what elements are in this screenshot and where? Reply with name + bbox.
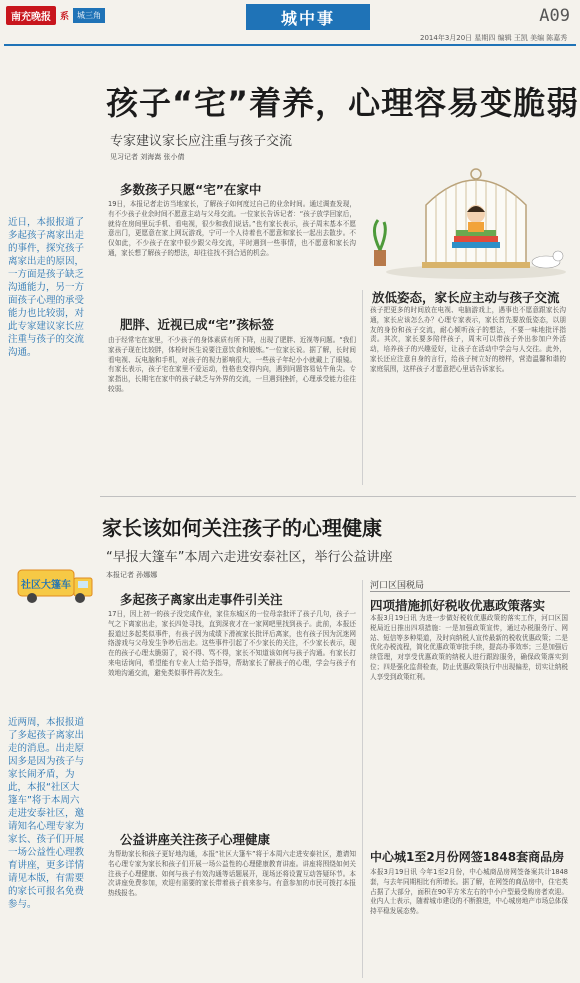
- edition-tag: 城三角: [73, 8, 105, 23]
- section-heading-6: 四项措施抓好税收优惠政策落实: [370, 598, 546, 613]
- section-title: 城中事: [246, 4, 370, 30]
- section-body-2: 由于经常宅在家里，不少孩子的身体素质有所下降，出现了肥胖、近视等问题。“我们家孩子现在比较胖，体检时医生说要注意饮食和锻炼。”一位家长说。据了解，长时间看电视、玩电脑和手机，对孩子的视力影响很大，一些孩子年纪小小就戴上了眼镜。有家长表示，孩子宅在家里不爱运动，性格也变得内向，遇到问题容易钻牛角尖。专家指出，长期宅在家中的孩子缺乏与外界的交流，一旦遇到挫折，心理承受能力往往较弱。: [108, 336, 356, 393]
- section-body-6: 本报3月19日讯 为进一步做好税收优惠政策的落实工作，河口区国税局近日推出四项措施：一是加强政策宣传，通过办税服务厅、网站、短信等多种渠道，及时向纳税人宣传最新的税收优惠政策；二是优化办税流程，简化优惠政策审批手续，提高办事效率；三是加强后续管理，对享受优惠政策的纳税人进行跟踪服务，确保政策落实到位；四是强化监督检查，防止优惠政策执行中出现偏差，切实让纳税人享受到政策红利。: [370, 614, 568, 681]
- column-tag-rule: [370, 591, 570, 592]
- section-heading-5: 公益讲座关注孩子心理健康: [120, 832, 271, 847]
- second-headline: 家长该如何关注孩子的心理健康: [102, 516, 382, 540]
- main-byline: 见习记者 刘海嵩 张小倩: [110, 153, 185, 161]
- masthead-logo: [6, 6, 105, 24]
- birdcage-illustration: [356, 150, 571, 280]
- section-heading-4: 多起孩子离家出走事件引关注: [120, 592, 283, 607]
- section-heading-1: 多数孩子只愿“宅”在家中: [120, 182, 262, 197]
- column-divider: [362, 290, 363, 485]
- main-subheadline: 专家建议家长应注重与孩子交流: [110, 134, 293, 149]
- section-body-5: 为帮助家长和孩子更好地沟通，本报“社区大篷车”将于本周六走进安泰社区，邀请知名心理专家为家长和孩子们开展一场公益性的心理健康教育讲座。讲座将围绕如何关注孩子心理健康、如何与孩子有效沟通等话题展开，现场还将设置互动答疑环节。本次讲座免费参加，欢迎有需要的家长带着孩子前来参与。有意参加的市民可拨打本报热线报名。: [108, 850, 356, 898]
- newspaper-logo: 南充晚报: [6, 6, 56, 25]
- main-headline: 孩子“宅”着养，心理容易变脆弱: [106, 84, 580, 122]
- column-divider-2: [362, 580, 363, 978]
- page-number: A09: [539, 6, 570, 26]
- editor-note-1: 近日，本报报道了多起孩子离家出走的事件，探究孩子离家出走的原因，一方面是孩子缺乏沟通能力，另一方面孩子心理的承受能力也比较弱，对此专家建议家长应注重与孩子的交流沟通。: [8, 217, 85, 358]
- section-body-3: 孩子把更多的时间放在电视、电脑游戏上，遇事也不愿意跟家长沟通，家长应该怎么办？心理专家表示，家长首先要放低姿态，以朋友的身份和孩子交流，耐心倾听孩子的想法，不要一味地批评指责。其次，家长要多陪伴孩子，周末可以带孩子外出参加户外活动，培养孩子的兴趣爱好，让孩子在活动中学会与人交往。此外，家长还应注意自身的言行，给孩子树立好的榜样，营造温馨和谐的家庭氛围，这样孩子才愿意把心里话告诉家长。: [370, 306, 566, 373]
- story-divider: [100, 496, 576, 497]
- section-body-4: 17日，因上初一的孩子没完成作业，家住东城区的一位母亲批评了孩子几句，孩子一气之下离家出走，家长四处寻找，直到深夜才在一家网吧里找到孩子。此前，本报还报道过多起类似事件，有孩子因为成绩下滑被家长批评后离家，也有孩子因为沉迷网络游戏与父母发生争吵后出走。这些事件引起了不少家长的关注，不少家长表示，现在的孩子心理太脆弱了，说不得、骂不得，家长不知道该如何与孩子沟通。有家长打来电话询问，希望能有专业人士给予指导，帮助家长了解孩子的心理，学会与孩子有效地沟通交流，避免类似事件再次发生。: [108, 610, 356, 677]
- issue-meta: 2014年3月20日 星期四 编辑 王凯 美编 陈嘉秀: [420, 34, 568, 42]
- header-rule: [4, 44, 576, 46]
- editor-note-2: 近两周，本报报道了多起孩子离家出走的消息。出走原因多是因为孩子与家长闹矛盾，为此，本报“社区大篷车”将于本周六走进安泰社区，邀请知名心理专家为家长、孩子们开展一场公益性心理教育讲座，更多详情请见本版，有需要的家长可报名免费参与。: [8, 717, 85, 910]
- section-heading-7: 中心城1至2月份网签1848套商品房: [370, 850, 565, 864]
- badge-label: 社区大篷车: [21, 580, 71, 591]
- section-heading-3: 放低姿态，家长应主动与孩子交流: [372, 290, 560, 305]
- page-header: [0, 0, 580, 44]
- second-subheadline: “早报大篷车”本周六走进安泰社区，举行公益讲座: [106, 550, 393, 565]
- section-heading-2: 肥胖、近视已成“宅”孩标签: [120, 317, 274, 332]
- second-byline: 本报记者 孙娜娜: [106, 571, 158, 579]
- community-bus-badge: [14, 560, 96, 608]
- column-tag: 河口区国税局: [370, 581, 425, 591]
- logo-suffix: 系: [60, 11, 70, 22]
- section-body-7: 本报3月19日讯 今年1至2月份，中心城商品房网签备案共计1848套，与去年同期相比有所增长。据了解，在网签的商品房中，住宅类占据了大部分，面积在90平方米左右的中小户型最受购房者欢迎。业内人士表示，随着城市建设的不断推进，中心城房地产市场总体保持平稳发展态势。: [370, 868, 568, 916]
- section-body-1: 19日，本报记者走访当地家长，了解孩子如何度过自己的业余时间。通过调查发现，有不少孩子业余时间不愿意主动与父母交流。一位家长告诉记者：“孩子放学回家后，就待在房间里玩手机、看电视，很少和我们说话。”也有家长表示，孩子周末基本不愿意出门，更愿意在家上网玩游戏，宁可一个人待着也不愿意和家长一起出去散步。不仅如此，不少孩子在家中很少跟父母交流，平时遇到一些事情，也不愿意和家长沟通，家长想了解孩子的想法，却往往找不到合适的机会。: [108, 200, 356, 257]
